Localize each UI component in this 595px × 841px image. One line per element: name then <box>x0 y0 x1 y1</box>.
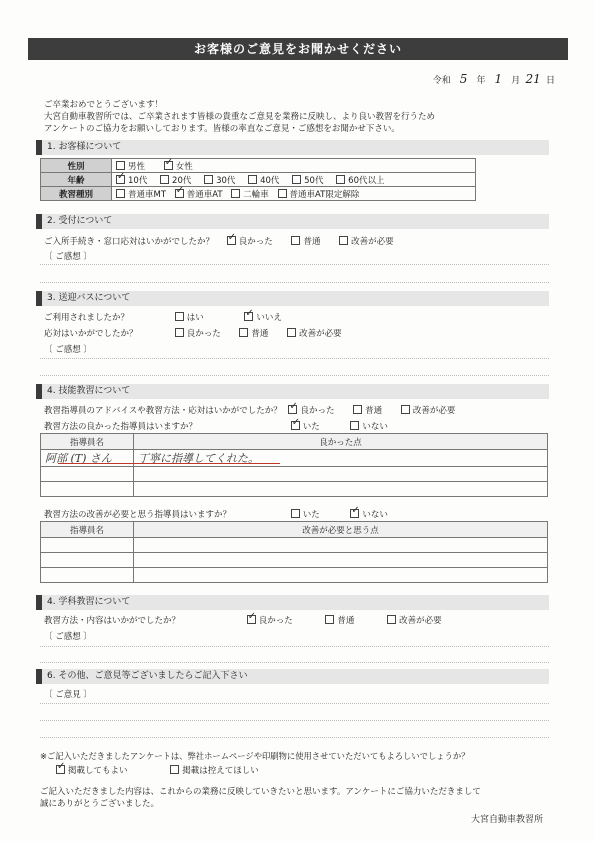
section-heading-other: 6. その他、ご意見等ございましたらご記入下さい <box>36 669 549 684</box>
good-instructor-table <box>40 433 548 497</box>
option-label: 改善が必要 <box>399 616 442 626</box>
checkbox-age-40s[interactable] <box>248 175 257 184</box>
option-label: 40代 <box>260 175 280 186</box>
section-heading-reception: 2. 受付について <box>36 214 549 229</box>
consent-question: ※ご記入いただきましたアンケートは、弊社ホームページや印刷物に使用させていただいてもよろしいでしょうか？ <box>40 751 470 761</box>
option-label: 30代 <box>216 175 236 186</box>
option-label: 良かった <box>258 616 293 626</box>
improve-instructor-row <box>44 508 404 520</box>
option-label: 普通車AT <box>186 189 223 200</box>
option-label: いない <box>362 422 388 432</box>
bus-service-question: 応対はいかがでしたか？ <box>44 329 138 339</box>
date-line <box>433 72 555 86</box>
checkbox-reception-normal[interactable] <box>291 236 300 245</box>
improve-instructor-question: 教習方法の改善が必要と思う指導員はいますか？ <box>44 510 232 520</box>
improve-instructor-table <box>40 521 548 583</box>
option-label: 普通 <box>365 406 383 416</box>
checkbox-reception-improve[interactable] <box>339 236 348 245</box>
bus-service-row <box>44 327 358 339</box>
option-label: はい <box>186 313 204 323</box>
closing-line: 誠にありがとうございました。 <box>40 799 160 809</box>
era-label: 令和 <box>432 76 451 86</box>
skill-question: 教習指導員のアドバイスや教習方法・応対はいかがでしたか？ <box>44 406 282 416</box>
checkbox-age-30s[interactable] <box>204 175 213 184</box>
intro-line: 大宮自動車教習所では、ご卒業されます皆様の貴重なご意見を業務に反映し、より良い教習を行うため <box>44 112 436 122</box>
improve-point-header: 改善が必要と思う点 <box>134 522 548 538</box>
bus-usage-question: ご利用されましたか？ <box>44 313 130 323</box>
checkbox-course-bike[interactable] <box>231 189 240 198</box>
option-label: 普通 <box>303 237 321 247</box>
checkbox-good-instructor-no[interactable] <box>350 421 359 430</box>
closing-line: ご記入いただきました内容は、これからの業務に反映していきたいと思います。アンケートにご協力いただきまして <box>40 787 481 797</box>
underline-mark <box>58 463 280 464</box>
instructor-name-cell[interactable] <box>41 467 134 482</box>
checkbox-age-20s[interactable] <box>160 175 169 184</box>
checkbox-improve-instructor-no[interactable] <box>350 509 359 518</box>
lecture-question-row <box>44 614 458 626</box>
checkbox-female[interactable] <box>164 161 173 170</box>
writing-line[interactable] <box>40 662 549 663</box>
option-label: 女性 <box>175 161 193 172</box>
instructor-name-cell[interactable] <box>41 538 134 553</box>
option-label: 良かった <box>238 237 273 247</box>
checkbox-course-mt[interactable] <box>116 189 125 198</box>
improve-point-cell[interactable] <box>134 568 548 583</box>
checkbox-male[interactable] <box>116 161 125 170</box>
checkbox-consent-yes[interactable] <box>56 765 65 774</box>
option-label: 10代 <box>128 175 148 186</box>
option-label: いない <box>362 510 388 520</box>
option-label: 普通車AT限定解除 <box>289 189 360 200</box>
option-label: 二輪車 <box>243 189 269 200</box>
checkbox-skill-good[interactable] <box>288 405 297 414</box>
checkbox-bus-good[interactable] <box>175 328 184 337</box>
checkbox-lecture-normal[interactable] <box>325 615 334 624</box>
reception-question: ご入所手続き・窓口応対はいかがでしたか？ <box>44 237 215 247</box>
writing-line[interactable] <box>40 720 549 721</box>
good-instructor-row <box>44 420 404 432</box>
writing-line[interactable] <box>40 282 549 283</box>
year-value[interactable]: 5 <box>459 72 468 86</box>
improve-point-cell[interactable] <box>134 538 548 553</box>
lecture-impression-label: 〔 ご感想 〕 <box>44 632 92 642</box>
option-label: いた <box>302 510 320 520</box>
age-options <box>112 173 476 187</box>
closing-text <box>40 786 481 810</box>
course-label: 教習種別 <box>41 187 112 201</box>
age-label: 年齢 <box>41 173 112 187</box>
good-point-cell[interactable] <box>134 467 548 482</box>
option-label: 改善が必要 <box>299 329 342 339</box>
good-point-cell[interactable] <box>134 482 548 497</box>
intro-text <box>44 99 435 135</box>
checkbox-improve-instructor-yes[interactable] <box>291 509 300 518</box>
option-label: 20代 <box>172 175 192 186</box>
day-value[interactable]: 21 <box>525 72 541 86</box>
day-label: 日 <box>545 76 555 86</box>
checkbox-lecture-improve[interactable] <box>387 615 396 624</box>
section-heading-customer: 1. お客様について <box>36 140 549 155</box>
year-label: 年 <box>476 76 486 86</box>
other-opinion-label: 〔 ご意見 〕 <box>44 690 92 700</box>
option-label: いいえ <box>256 313 282 323</box>
writing-line[interactable] <box>40 375 549 376</box>
option-label: 50代 <box>304 175 324 186</box>
option-label: 掲載してもよい <box>68 766 128 776</box>
month-value[interactable]: 1 <box>494 72 503 86</box>
checkbox-course-at[interactable] <box>175 189 184 198</box>
option-label: 掲載は控えてほしい <box>182 766 259 776</box>
instructor-name-cell[interactable] <box>41 568 134 583</box>
checkbox-age-60s[interactable] <box>336 175 345 184</box>
section-heading-skill: 4. 技能教習について <box>36 384 549 399</box>
school-name: 大宮自動車教習所 <box>470 815 543 825</box>
bus-usage-row <box>44 311 298 323</box>
good-point-header: 良かった点 <box>134 434 548 450</box>
option-label: 改善が必要 <box>351 237 394 247</box>
section-heading-bus: 3. 送迎バスについて <box>36 291 549 306</box>
course-options <box>112 187 476 201</box>
intro-line: ご卒業おめでとうございます！ <box>44 100 164 110</box>
form-title: お客様のご意見をお聞かせください <box>28 38 568 60</box>
checkbox-age-10s[interactable] <box>116 175 125 184</box>
lecture-question: 教習方法・内容はいかがでしたか？ <box>44 616 181 626</box>
checkbox-bus-normal[interactable] <box>239 328 248 337</box>
intro-line: アンケートのご協力をお願いしております。皆様の率直なご意見・ご感想をお聞かせ下さい。 <box>44 124 400 134</box>
option-label: 男性 <box>128 161 146 172</box>
section-heading-lecture: 4. 学科教習について <box>36 595 549 610</box>
checkbox-course-at-release[interactable] <box>278 189 287 198</box>
checkbox-skill-improve[interactable] <box>401 405 410 414</box>
checkbox-skill-normal[interactable] <box>353 405 362 414</box>
instructor-name-cell[interactable] <box>41 482 134 497</box>
option-label: 普通 <box>251 329 269 339</box>
consent-options-row <box>56 764 275 776</box>
writing-line[interactable] <box>40 646 549 647</box>
option-label: 普通車MT <box>128 189 167 200</box>
skill-question-row <box>44 404 455 416</box>
option-label: 良かった <box>186 329 221 339</box>
good-point-cell[interactable]: 丁寧に指導してくれた。 <box>134 450 548 467</box>
writing-line[interactable] <box>40 264 549 265</box>
writing-line[interactable] <box>40 737 549 738</box>
instructor-name-cell[interactable] <box>41 553 134 568</box>
option-label: 良かった <box>300 406 335 416</box>
reception-question-row <box>44 235 410 247</box>
bus-impression-label: 〔 ご感想 〕 <box>44 345 92 355</box>
checkbox-bus-improve[interactable] <box>287 328 296 337</box>
instructor-name-cell[interactable]: 阿部 (T) さん <box>41 450 134 467</box>
checkbox-bus-no[interactable] <box>244 312 253 321</box>
writing-line[interactable] <box>40 358 549 359</box>
checkbox-reception-good[interactable] <box>227 236 236 245</box>
instructor-name-header: 指導員名 <box>41 434 134 450</box>
option-label: 普通 <box>337 616 355 626</box>
option-label: いた <box>302 422 320 432</box>
good-instructor-question: 教習方法の良かった指導員はいますか？ <box>44 422 198 432</box>
gender-label: 性別 <box>41 159 112 173</box>
option-label: 60代以上 <box>348 175 385 186</box>
option-label: 改善が必要 <box>412 406 456 416</box>
checkbox-lecture-good[interactable] <box>247 615 256 624</box>
reception-impression-label: 〔 ご感想 〕 <box>44 252 92 262</box>
checkbox-good-instructor-yes[interactable] <box>291 421 300 430</box>
month-label: 月 <box>511 76 521 86</box>
checkbox-age-50s[interactable] <box>292 175 301 184</box>
customer-info-table <box>40 158 476 201</box>
improve-point-cell[interactable] <box>134 553 548 568</box>
checkbox-bus-yes[interactable] <box>175 312 184 321</box>
gender-options <box>112 159 476 173</box>
instructor-name-header: 指導員名 <box>41 522 134 538</box>
checkbox-consent-no[interactable] <box>170 765 179 774</box>
writing-line[interactable] <box>40 703 549 704</box>
